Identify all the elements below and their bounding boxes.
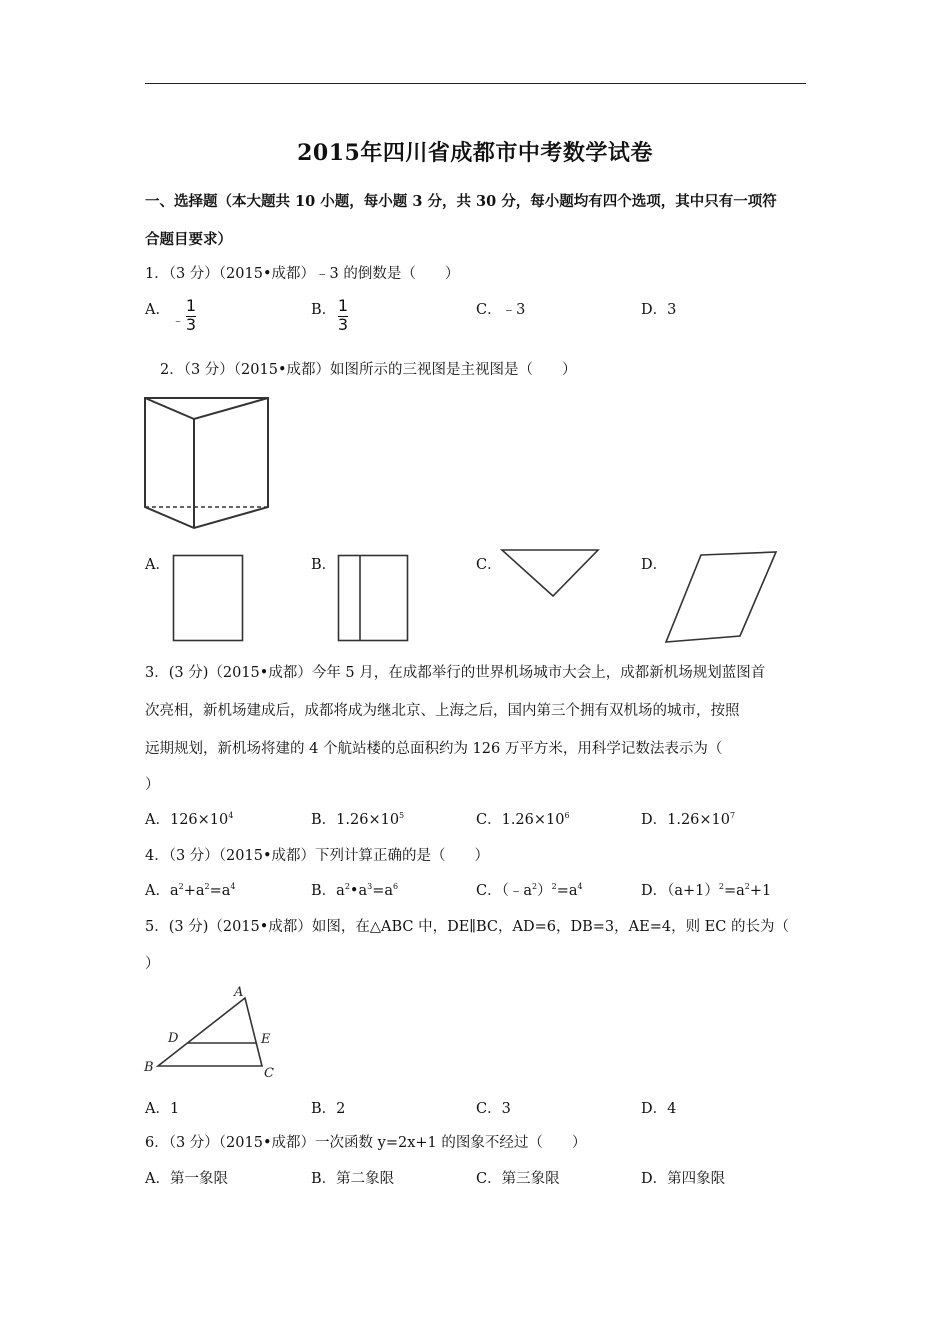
q5-option-a: A．1 xyxy=(145,1101,180,1117)
q5-option-d: D．4 xyxy=(641,1101,677,1117)
q5-triangle-figure xyxy=(140,983,285,1083)
q2-prism-figure xyxy=(140,392,275,532)
q6-stem: 6．（3 分）（2015•成都）一次函数 y=2x+1 的图象不经过（ ） xyxy=(145,1135,587,1151)
q1-option-a-label: A． xyxy=(145,302,170,318)
q2-option-d-label: D． xyxy=(641,557,668,573)
prism-outline xyxy=(145,398,268,528)
q4-option-a: A．$a^2+a^2=a^4$ xyxy=(145,882,236,899)
page-title: 2015年四川省成都市中考数学试卷 xyxy=(297,140,653,166)
q6-option-c: C．第三象限 xyxy=(476,1171,560,1187)
vertex-label-c: C xyxy=(264,1066,274,1081)
q3-option-d: D．$1.26\times 10^7$ xyxy=(641,811,736,828)
q1-option-b-label: B． xyxy=(311,302,337,318)
q6-option-d: D．第四象限 xyxy=(641,1171,726,1187)
section-heading-line2: 合题目要求） xyxy=(145,231,232,248)
q2-option-c-label: C． xyxy=(476,557,502,573)
q4-stem: 4．（3 分）（2015•成都）下列计算正确的是（ ） xyxy=(145,848,490,864)
vertex-label-e: E xyxy=(261,1032,271,1047)
section-heading-line1: 一、选择题（本大题共 10 小题，每小题 3 分，共 30 分，每小题均有四个选项，其中只有一项符 xyxy=(145,193,777,210)
prism-top-edges xyxy=(145,398,268,419)
q1-stem: 1．（3 分）（2015•成都）﹣3 的倒数是（ ） xyxy=(145,266,460,282)
q2-option-c-triangle xyxy=(500,548,600,600)
q2-option-a-label: A． xyxy=(145,557,170,573)
q4-option-b: B．$a^2•a^3=a^6$ xyxy=(311,882,399,899)
q6-option-b: B．第二象限 xyxy=(311,1171,395,1187)
q2-option-d-parallelogram xyxy=(664,550,780,646)
fraction-denominator: 3 xyxy=(185,315,197,334)
q3-option-a: A．$126\times 10^4$ xyxy=(145,811,234,828)
q2-stem: 2．（3 分）（2015•成都）如图所示的三视图是主视图是（ ） xyxy=(160,362,577,378)
q5-stem-line2: ） xyxy=(145,956,160,972)
q3-stem-line3: 远期规划，新机场将建的 4 个航站楼的总面积约为 126 万平方米，用科学记数法表示为（ xyxy=(145,741,723,757)
header-rule xyxy=(145,83,806,84)
vertex-label-d: D xyxy=(168,1031,179,1046)
fraction-denominator: 3 xyxy=(337,315,349,334)
q5-option-b: B．2 xyxy=(311,1101,346,1117)
fraction-numerator: 1 xyxy=(185,296,197,315)
q2-option-a-rectangle xyxy=(172,554,244,642)
q1-option-a-fraction xyxy=(184,296,198,334)
q3-option-b: B．$1.26\times 10^5$ xyxy=(311,811,405,828)
q1-option-b-fraction xyxy=(336,296,350,334)
q1-option-d: D．3 xyxy=(641,302,677,318)
q1-option-a-sign: ﹣ xyxy=(172,313,185,327)
q3-stem-line4: ） xyxy=(145,777,160,793)
fraction-bar xyxy=(338,316,348,317)
q1-option-c: C．﹣3 xyxy=(476,302,526,318)
q6-option-a: A．第一象限 xyxy=(145,1171,228,1187)
q3-stem-line1: 3．(3 分)（2015•成都）今年 5 月，在成都举行的世界机场城市大会上，成都新机场规划蓝图首 xyxy=(145,665,766,681)
q4-option-c: C．$(﹣a^2)^2=a^4$ xyxy=(476,882,583,899)
q5-stem-line1: 5．(3 分)（2015•成都）如图，在△ABC 中，DE∥BC，AD=6，DB=3，AE=4，则 EC 的长为（ xyxy=(145,919,789,935)
vertex-label-b: B xyxy=(144,1060,154,1075)
q3-option-c: C．$1.26\times 10^6$ xyxy=(476,811,570,828)
q5-option-c: C．3 xyxy=(476,1101,511,1117)
q4-option-d: D．$(a+1)^2=a^2+1$ xyxy=(641,882,772,899)
q2-option-b-label: B． xyxy=(311,557,337,573)
q3-stem-line2: 次亮相，新机场建成后，成都将成为继北京、上海之后，国内第三个拥有双机场的城市，按照 xyxy=(145,703,740,719)
q2-option-b-split-rectangle xyxy=(337,554,409,642)
fraction-bar xyxy=(186,316,196,317)
fraction-numerator: 1 xyxy=(337,296,349,315)
vertex-label-a: A xyxy=(234,985,244,1000)
